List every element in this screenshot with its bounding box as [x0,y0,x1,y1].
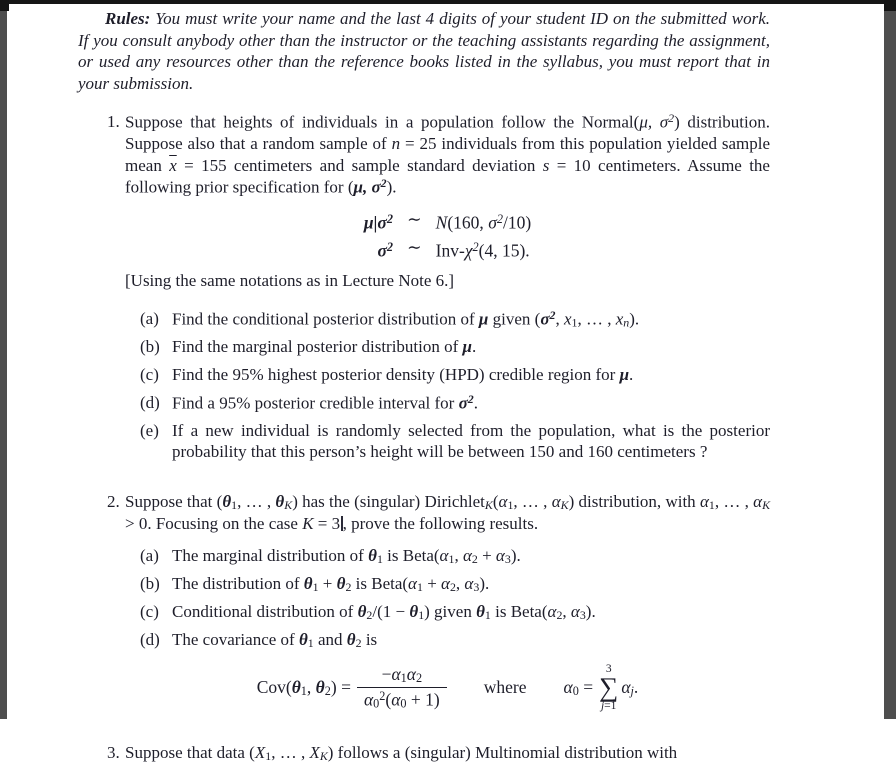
question-1-item-c [140,364,770,386]
item-d-label: (d) [140,630,160,650]
question-2-body [125,491,770,721]
fraction-denominator: $\alpha 0^2(\alpha 0 + 1)$ [357,687,447,711]
equation-mu-prior-lhs: $\mu|\sigma^2$ [363,212,393,233]
rules-text: You must write your name and the last 4 digits of your student ID on the submitted work. If you consult anybody other than the instructor or the teaching assistants regarding the assignment, or used any resources other than the reference books listed in the syllabus, you must report that in your submission. [78,9,770,93]
item-d-text: The covariance of θ1 and θ2 is [172,630,378,651]
item-a-label: (a) [140,545,159,565]
item-c-label: (c) [140,365,159,385]
item-d-text: Find a 95% posterior credible interval for $\sigma^2$. [172,391,478,412]
item-b-text: The distribution of θ1 + θ2 is Beta(α1 + α2, α3). [172,573,490,594]
top-right-corner [884,0,896,11]
item-e-label: (e) [140,420,159,440]
sum-lower-limit: j=1 [600,699,617,712]
question-2-number: 2. [107,491,120,511]
sum-term: αj. [621,676,639,698]
equation-sigma-prior-lhs: $\sigma^2$ [377,239,393,261]
question-2-item-d [140,629,770,651]
summation [599,664,618,713]
covariance-equation [125,664,770,713]
question-2 [107,491,770,721]
fraction-numerator: −α1α2 [381,663,423,685]
sum-symbol: ∑ [599,672,619,703]
item-e-text: If a new individual is randomly selected from the population, what is the posterior probability that this person’s height will be between 150 and 160 centimeters ? [172,420,770,462]
question-1-item-e [140,420,770,463]
item-c-text: Conditional distribution of θ2/(1 − θ1) given θ1 is Beta(α2, α3). [172,602,596,623]
question-1-item-a [140,308,770,331]
top-left-corner [0,0,9,11]
question-1-number: 1. [107,112,120,132]
rules-label: Rules: [105,9,151,28]
cov-lhs: Cov(θ1, θ2) = [256,676,351,698]
question-2-items [125,545,770,652]
item-c-text: Find the 95% highest posterior density (HPD) credible region for μ. [172,365,634,385]
page-left-margin-shade [0,0,7,719]
tilde-operator: ∼ [407,236,422,257]
tilde-operator: ∼ [407,209,422,230]
equation-sigma-prior-rhs: Inv-$\chi^2(4$, 15). [435,239,530,261]
question-1-items [125,308,770,463]
document-page [7,4,884,764]
lecture-note-reference: [Using the same notations as in Lecture Note 6.] [125,271,455,291]
fraction [357,665,447,712]
question-2-item-c [140,601,770,623]
item-a-label: (a) [140,308,159,328]
question-2-text: Suppose that (θ1, … , θK) has the (singular) DirichletK(α1, … , αK) distribution, with α1, … , αK > 0. Focusing on the case K = 3 , prove the following results. [125,491,771,533]
item-b-label: (b) [140,573,160,593]
question-1-item-d [140,392,770,414]
alpha0-definition: α0 = [563,676,594,698]
item-c-label: (c) [140,602,159,622]
question-1-text: Suppose that heights of individuals in a population follow the Normal(μ, $\sigma^2$) distribution. Suppose also that a random sample of n = 25 individuals from this population yielded sample mean $\overline{x} = 155$ centimeters and sample standard deviation s = 10 centimeters. Assume the following prior specification for (μ, $\sigma^2$). [125,111,771,197]
question-1-item-b [140,336,770,358]
equation-mu-prior-rhs: N(160, $\sigma^2/10$) [435,212,532,233]
item-a-text: The marginal distribution of θ1 is Beta(α1, α2 + α3). [172,545,521,566]
rules-paragraph [78,8,770,94]
question-3-body [125,742,770,774]
item-b-label: (b) [140,337,160,357]
prior-specification-equations [125,208,770,262]
question-1 [107,111,770,468]
window-top-border [0,0,896,4]
question-1-body [125,111,770,468]
page-right-margin-shade [884,0,896,719]
sum-upper-limit: 3 [605,662,612,675]
question-2-item-b [140,573,770,595]
item-d-label: (d) [140,392,160,412]
question-3-number: 3. [107,743,120,763]
item-b-text: Find the marginal posterior distribution of μ. [172,337,477,357]
item-a-text: Find the conditional posterior distribution of μ given ($\sigma^2$, x1, … , xn). [172,307,640,330]
question-2-item-a [140,545,770,567]
question-3 [107,742,770,774]
question-3-text: Suppose that data (X1, … , XK) follows a (singular) Multinomial distribution with [125,743,678,764]
where-text: where [483,677,527,698]
